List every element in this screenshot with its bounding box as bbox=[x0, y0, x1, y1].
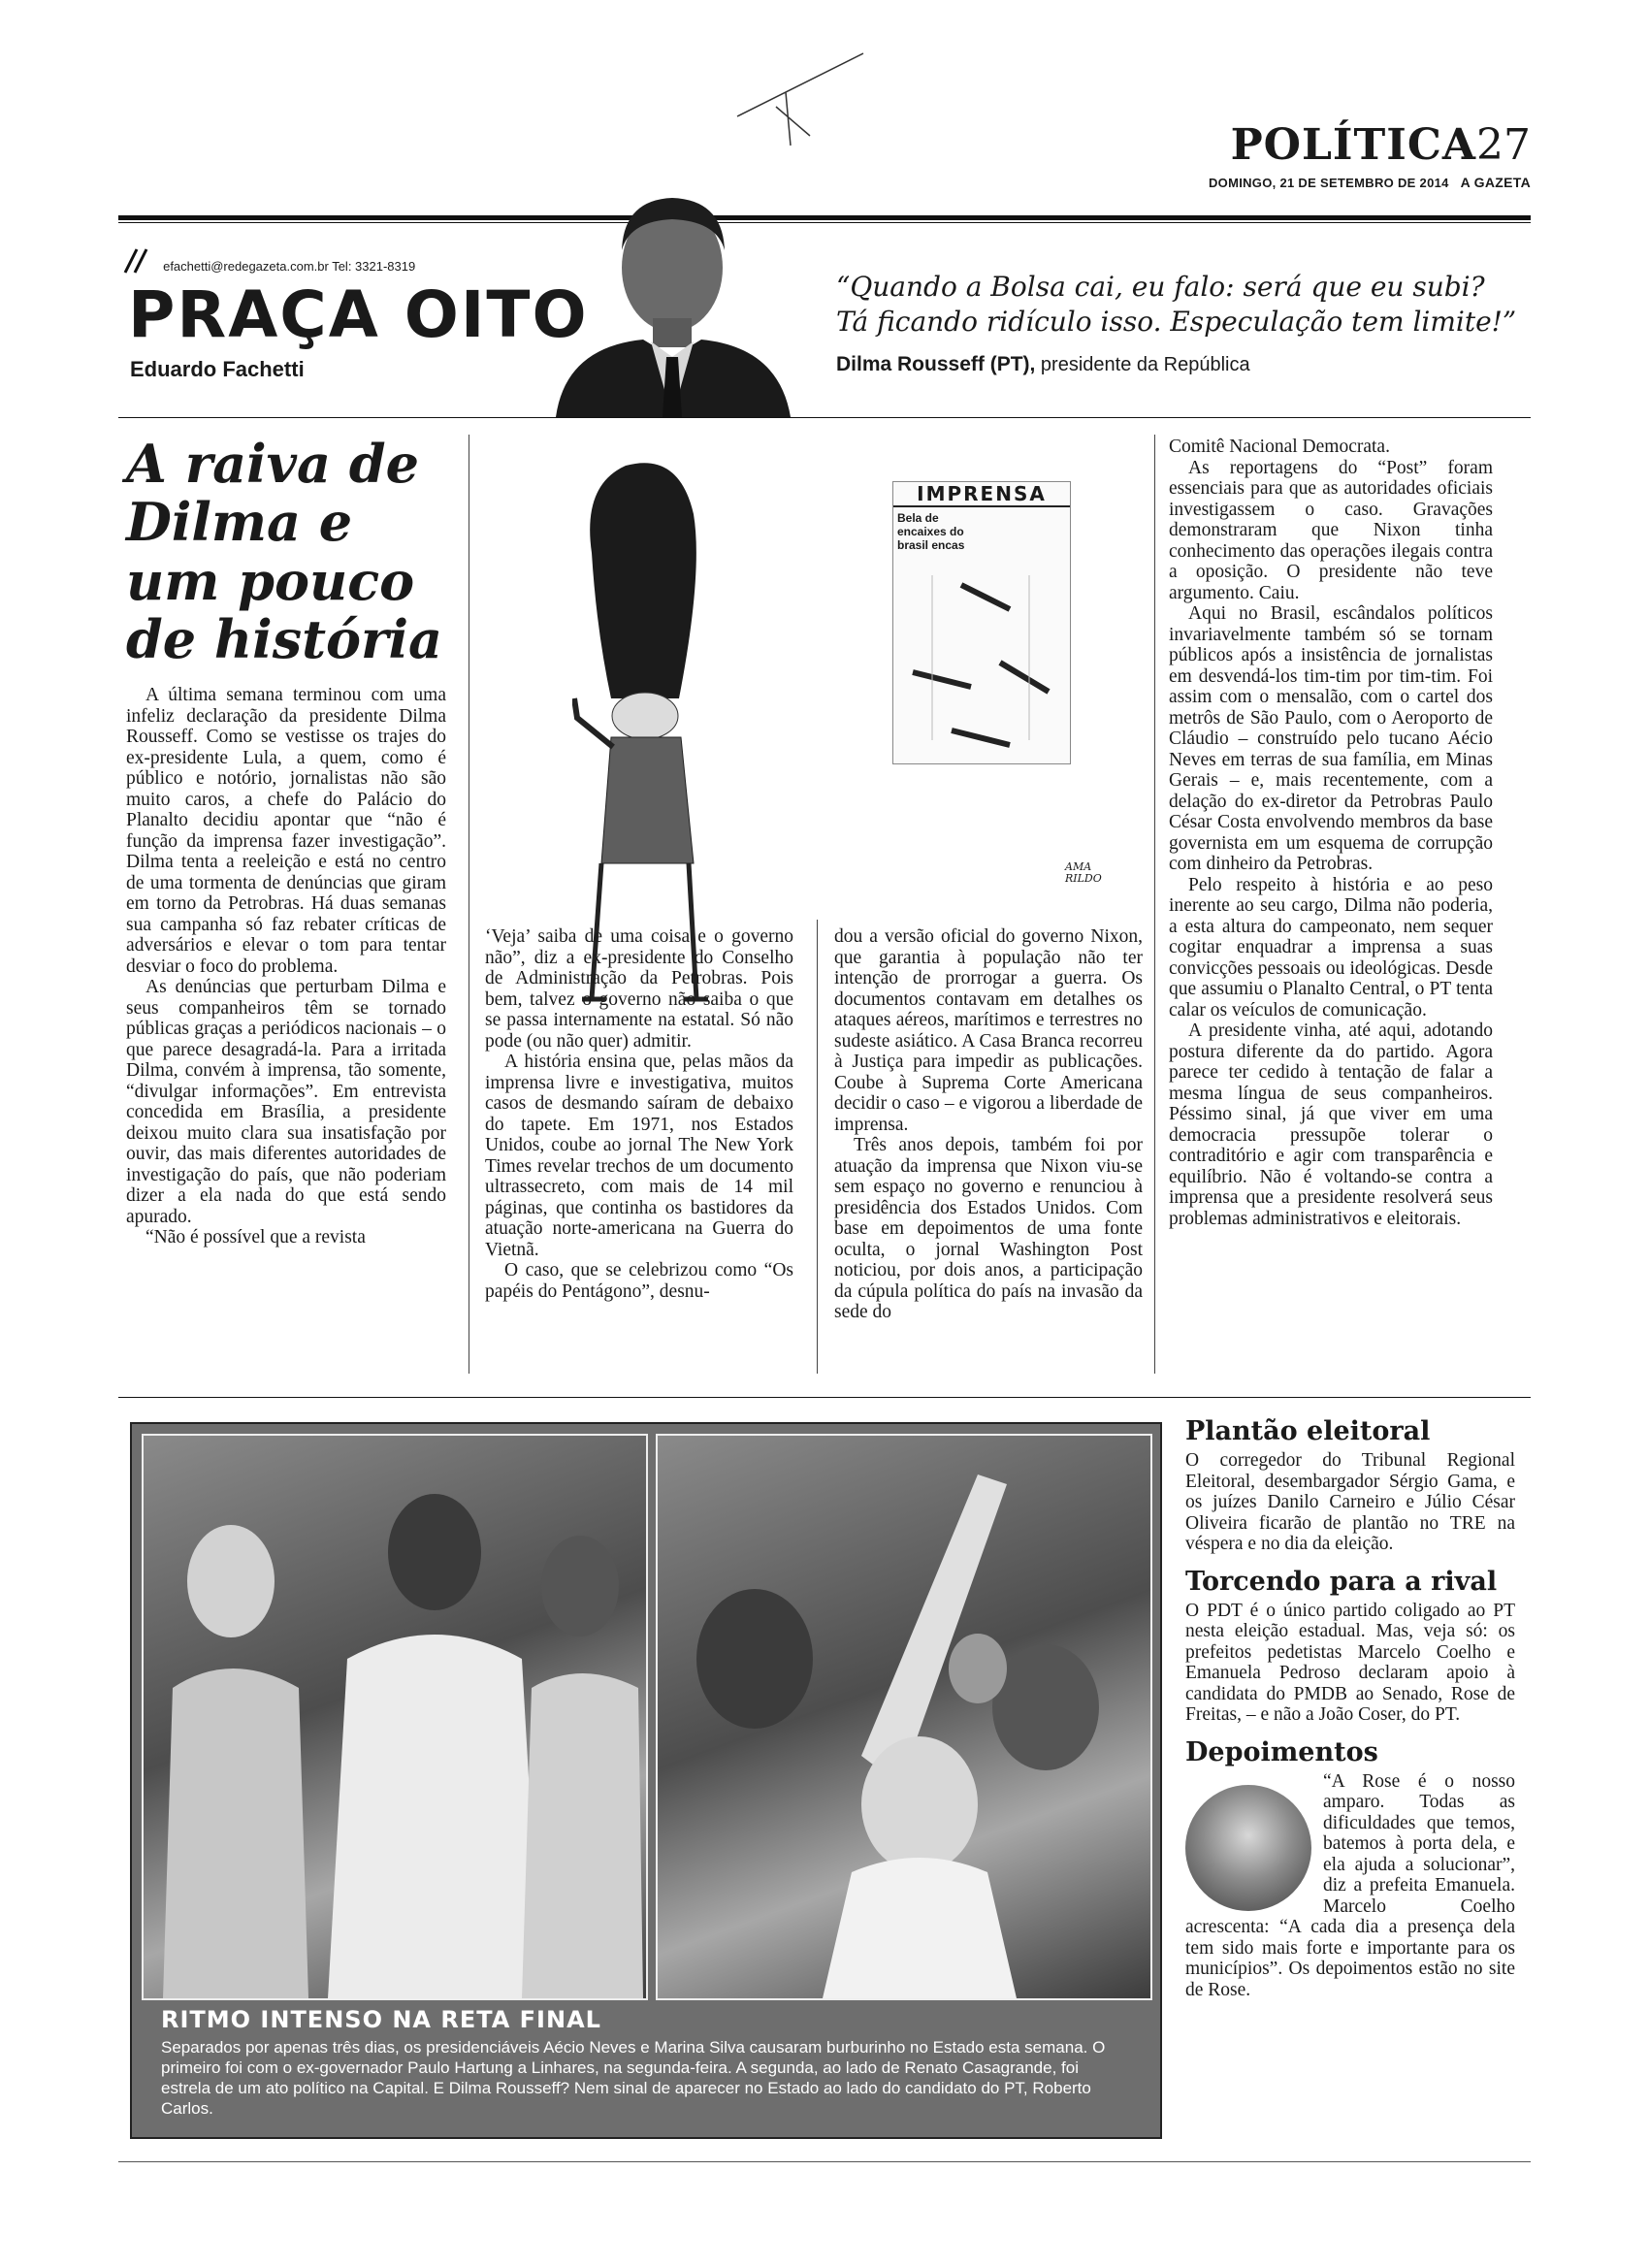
paragraph: As denúncias que perturbam Dilma e seus companheiros têm se tornado públicas graças a periódicos nacionais – o que parece desagradá-la. Para a irritada Dilma, convém à imprensa, tão somente, “divulgar informações”. Em entrevista concedida em Brasília, a presidente deixou muito clara sua insatisfação por ouvir, das mais diferentes autoridades de investigação do país, que não poderiam dizer a ela nada do que está sendo apurado. bbox=[126, 977, 446, 1227]
page-header bbox=[1208, 120, 1531, 190]
slash-logo-icon bbox=[121, 247, 152, 275]
paragraph: O caso, que se celebrizou como “Os papéis do Pentágono”, desnu- bbox=[485, 1260, 793, 1302]
photo-caption-text: Separados por apenas três dias, os presidenciáveis Aécio Neves e Marina Silva causaram burburinho no Estado esta semana. O primeiro foi com o ex-governador Paulo Hartung a Linhares, na segunda-feira. A segunda, ao lado de Renato Casagrande, foi estrela de um ato político na Capital. E Dilma Rousseff? Nem sinal de aparecer no Estado ao lado do candidato do PT, Roberto Carlos. bbox=[161, 2038, 1106, 2118]
article-headline: A raiva de Dilma e um pouco de história bbox=[126, 433, 443, 671]
missile-drawing bbox=[893, 556, 1068, 750]
page-number: 27 bbox=[1476, 120, 1531, 170]
paragraph: Três anos depois, também foi por atuação da imprensa que Nixon viu-se sem espaço no governo e renunciou à presidência dos Estados Unidos. Com base em depoimentos de uma fonte oculta, o jornal Washington Post noticiou, por dois anos, a participação da cúpula política do país na invasão da sede do bbox=[834, 1135, 1143, 1322]
photo-caption-title: RITMO INTENSO NA RETA FINAL bbox=[161, 2006, 601, 2033]
sidebar-item-text: O PDT é o único partido coligado ao PT nesta eleição estadual. Mas, veja só: os prefeitos pedetistas Marcelo Coelho e Emanuela Pedroso declaram apoio à candidata do PMDB ao Senado, Rose de Freitas, – e não a João Coser, do PT. bbox=[1185, 1600, 1515, 1725]
paper-name: A GAZETA bbox=[1460, 175, 1531, 190]
photo-right bbox=[656, 1434, 1152, 2000]
paragraph: As reportagens do “Post” foram essenciais para que as autoridades oficiais investigassem o caso. Gravações demonstraram que Nixon tinha conhecimento das operações ilegais contra a oposição. O presidente não teve argumento. Caiu. bbox=[1169, 457, 1493, 603]
paragraph: Pelo respeito à história e ao peso inerente ao seu cargo, Dilma não poderia, a esta altura do campeonato, nem sequer cogitar enquadrar a imprensa a suas convicções pessoais ou ideológicas. Desde que assumiu o Planalto Central, o PT tenta calar os veículos de comunicação. bbox=[1169, 874, 1493, 1021]
column-title: PRAÇA OITO bbox=[128, 277, 589, 352]
paragraph: “Não é possível que a revista bbox=[146, 1227, 366, 1247]
sidebar-item-title: Plantão eleitoral bbox=[1185, 1416, 1431, 1446]
paragraph: A história ensina que, pelas mãos da imprensa livre e investigativa, muitos casos de desmando saíram de debaixo do tapete. Em 1971, nos Estados Unidos, coube ao jornal The New York Times revelar trechos de um documento ultrassecreto, com mais de 14 mil páginas, que continha os bastidores da atuação norte-americana na Guerra do Vietnã. bbox=[485, 1052, 793, 1260]
column-author: Eduardo Fachetti bbox=[130, 357, 305, 381]
quote-role: presidente da República bbox=[1040, 354, 1250, 375]
paragraph: dou a versão oficial do governo Nixon, que garantia à população não ter intenção de prorrogar a guerra. Os documentos contavam em detalhes os ataques aéreos, marítimos e terrestres no sudeste asiático. A Casa Branca recorreu à Justiça para impedir as publicações. Coube à Suprema Corte Americana decidir o caso – e vigorou a liberdade de imprensa. bbox=[834, 926, 1143, 1135]
header-rule bbox=[118, 215, 1531, 220]
article-column-4 bbox=[1169, 437, 1493, 1229]
sidebar-item-title: Depoimentos bbox=[1185, 1736, 1378, 1767]
quote-author: Dilma Rousseff (PT), bbox=[836, 353, 1036, 375]
photo-left bbox=[142, 1434, 648, 2000]
photo-feature bbox=[130, 1422, 1162, 2139]
sidebar-item bbox=[1185, 1416, 1515, 1555]
paragraph: Comitê Nacional Democrata. bbox=[1169, 437, 1390, 457]
paragraph: ‘Veja’ saiba de uma coisa e o governo não”, diz a ex-presidente do Conselho de Administração da Petrobras. Pois bem, talvez o governo não saiba o que se passa internamente na estatal. Só não pode (ou não quer) admitir. bbox=[485, 926, 793, 1052]
article-column-2 bbox=[485, 926, 793, 1302]
clipping-masthead: IMPRENSA bbox=[893, 482, 1070, 507]
article-column-1 bbox=[126, 685, 446, 1248]
sidebar-item bbox=[1185, 1567, 1515, 1726]
column-quote: “Quando a Bolsa cai, eu falo: será que eu subi? Tá ficando ridículo isso. Especulação tem limite!” bbox=[836, 271, 1517, 339]
paragraph: Aqui no Brasil, escândalos políticos invariavelmente também só se tornam públicos após a insistência de jornalistas em desvendá-los tim-tim por tim-tim. Foi assim com o mensalão, com o cartel dos metrôs de São Paulo, com o Aeroporto de Cláudio – construído pelo tucano Aécio Neves em terras de sua família, em Minas Gerais – e, mais recentemente, com a delação do ex-diretor da Petrobras Paulo César Costa envolvendo membros da base governista em um esquema de corrupção com dinheiro da Petrobras. bbox=[1169, 603, 1493, 874]
author-portrait bbox=[546, 163, 798, 417]
sidebar-depoimentos bbox=[1185, 1737, 1515, 2001]
sidebar-item-title: Torcendo para a rival bbox=[1185, 1566, 1498, 1597]
paragraph: A última semana terminou com uma infeliz declaração da presidente Dilma Rousseff. Como se vestisse os trajes do ex-presidente Lula, a quem, como é público e notório, jornalistas não são muito caros, a chefe do Palácio do Planalto decidiu apontar que “não é função da imprensa fazer investigação”. Dilma tenta a reeleição e está no centro de uma tormenta de denúncias que giram em torno da Petrobras. Há duas semanas sua campanha só faz rebater críticas de adversários e elevar o tom para tentar desviar o foco do problema. bbox=[126, 685, 446, 977]
depoimentos-text: diz a prefeita Emanuela. Marcelo Coelho acrescenta: “A cada dia a presença dela tem sido mais forte e importante para os municípios”. Os depoimentos estão no site de Rose. bbox=[1185, 1875, 1515, 2000]
newspaper-clipping bbox=[892, 481, 1071, 764]
pen-mark bbox=[718, 39, 873, 155]
article-column-3 bbox=[834, 926, 1143, 1323]
sidebar-item-text: O corregedor do Tribunal Regional Eleitoral, desembargador Sérgio Gama, e os juízes Danilo Carneiro e Júlio César Oliveira ficarão de plantão no TRE na véspera e no dia da eleição. bbox=[1185, 1450, 1515, 1554]
depoimentos-quote: “A Rose é o nosso amparo. Todas as dificuldades que temos, batemos à porta dela, e ela ajuda a solucionar”, bbox=[1323, 1770, 1515, 1875]
paragraph: A presidente vinha, até aqui, adotando postura diferente da do partido. Agora parece ter cedido à tentação de falar a mesma língua de seus companheiros. Péssimo sinal, já que viver em uma democracia pressupõe tolerar o contraditório e agir com transparência e equilíbrio. Não é voltando-se contra a imprensa que a presidente resolverá seus problemas administrativos e eleitorais. bbox=[1169, 1021, 1493, 1229]
clipping-headline: Bela de encaixes do brasil encas bbox=[897, 511, 965, 552]
portrait-photo bbox=[1185, 1785, 1311, 1911]
cartoonist-signature: AMA RILDO bbox=[1065, 860, 1102, 885]
dateline: DOMINGO, 21 DE SETEMBRO DE 2014 bbox=[1208, 176, 1449, 190]
section-name: POLÍTICA bbox=[1230, 120, 1476, 170]
sidebar bbox=[1185, 1416, 1515, 2000]
contact-line: efachetti@redegazeta.com.br Tel: 3321-8319 bbox=[163, 259, 416, 274]
column-logo bbox=[121, 247, 415, 275]
